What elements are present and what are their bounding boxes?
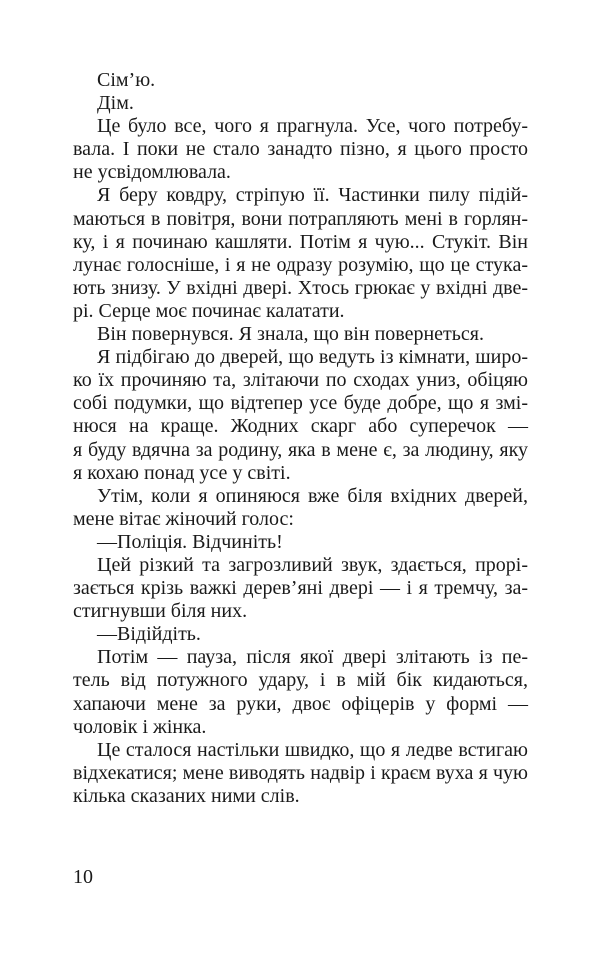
text-line: рі. Серце моє починає калатати. — [73, 299, 345, 322]
text-line: Це було все, чого я прагнула. Усе, чого потребу- — [97, 115, 528, 138]
text-line: тель від потужного удару, і в мій бік кидаються, — [73, 669, 528, 692]
text-line: Утім, коли я опиняюся вже біля вхідних дверей, — [97, 484, 528, 507]
text-line: нюся на краще. Жодних скарг або суперечок — — [73, 415, 528, 438]
text-line: я буду вдячна за родину, яка в мене є, за людину, яку — [73, 438, 528, 461]
paragraph — [73, 646, 528, 738]
text-line: —Поліція. Відчиніть! — [97, 530, 283, 553]
text-line: собі подумки, що відтепер усе буде добре, що я змі- — [73, 392, 528, 415]
page-number: 10 — [73, 866, 93, 888]
text-line: Він повернувся. Я знала, що він повернеться. — [97, 323, 484, 346]
text-line: чоловік і жінка. — [73, 715, 207, 738]
paragraph — [73, 623, 528, 646]
paragraph — [73, 92, 528, 115]
text-line: Сім’ю. — [97, 69, 156, 91]
paragraph — [73, 531, 528, 554]
text-line: лунає голосніше, і я не одразу розумію, що це стука- — [73, 253, 528, 276]
text-line: Цей різкий та загрозливий звук, здається, прорі- — [97, 553, 528, 576]
text-line: Я підбігаю до дверей, що ведуть із кімнати, широ- — [97, 346, 528, 369]
text-line: Потім — пауза, після якої двері злітають із пе- — [97, 646, 528, 669]
text-line: вала. І поки не стало занадто пізно, я цього просто — [73, 138, 528, 161]
text-line: маються в повітря, вони потрапляють мені в горлян- — [73, 207, 528, 230]
page-body — [73, 69, 528, 808]
text-line: кілька сказаних ними слів. — [73, 784, 300, 807]
text-line: ку, і я починаю кашляти. Потім я чую... Стукіт. Він — [73, 230, 528, 253]
paragraph — [73, 554, 528, 623]
text-line: я кохаю понад усе у світі. — [73, 461, 291, 484]
text-line: не усвідомлювала. — [73, 161, 231, 184]
paragraph — [73, 184, 528, 323]
paragraph — [73, 115, 528, 184]
text-line: мене вітає жіночий голос: — [73, 507, 294, 530]
text-line: ко їх прочиняю та, злітаючи по сходах униз, обіцяю — [73, 369, 528, 392]
text-line: Я беру ковдру, стріпую її. Частинки пилу підій- — [97, 184, 528, 207]
paragraph — [73, 323, 528, 346]
paragraph — [73, 346, 528, 485]
text-line: стигнувши біля них. — [73, 600, 248, 623]
text-line: хапаючи мене за руки, двоє офіцерів у формі — — [73, 692, 528, 715]
text-line: відхекатися; мене виводять надвір і краєм вуха я чую — [73, 761, 528, 784]
text-line: зається крізь важкі дерев’яні двері — і я тремчу, за- — [73, 577, 528, 600]
paragraph — [73, 485, 528, 531]
text-line: Дім. — [97, 92, 134, 115]
paragraph — [73, 739, 528, 808]
text-line: ють знизу. У вхідні двері. Хтось грюкає у вхідні две- — [73, 276, 528, 299]
text-line: —Відійдіть. — [97, 623, 201, 646]
text-line: Це сталося настільки швидко, що я ледве встигаю — [97, 738, 528, 761]
paragraph — [73, 69, 528, 92]
